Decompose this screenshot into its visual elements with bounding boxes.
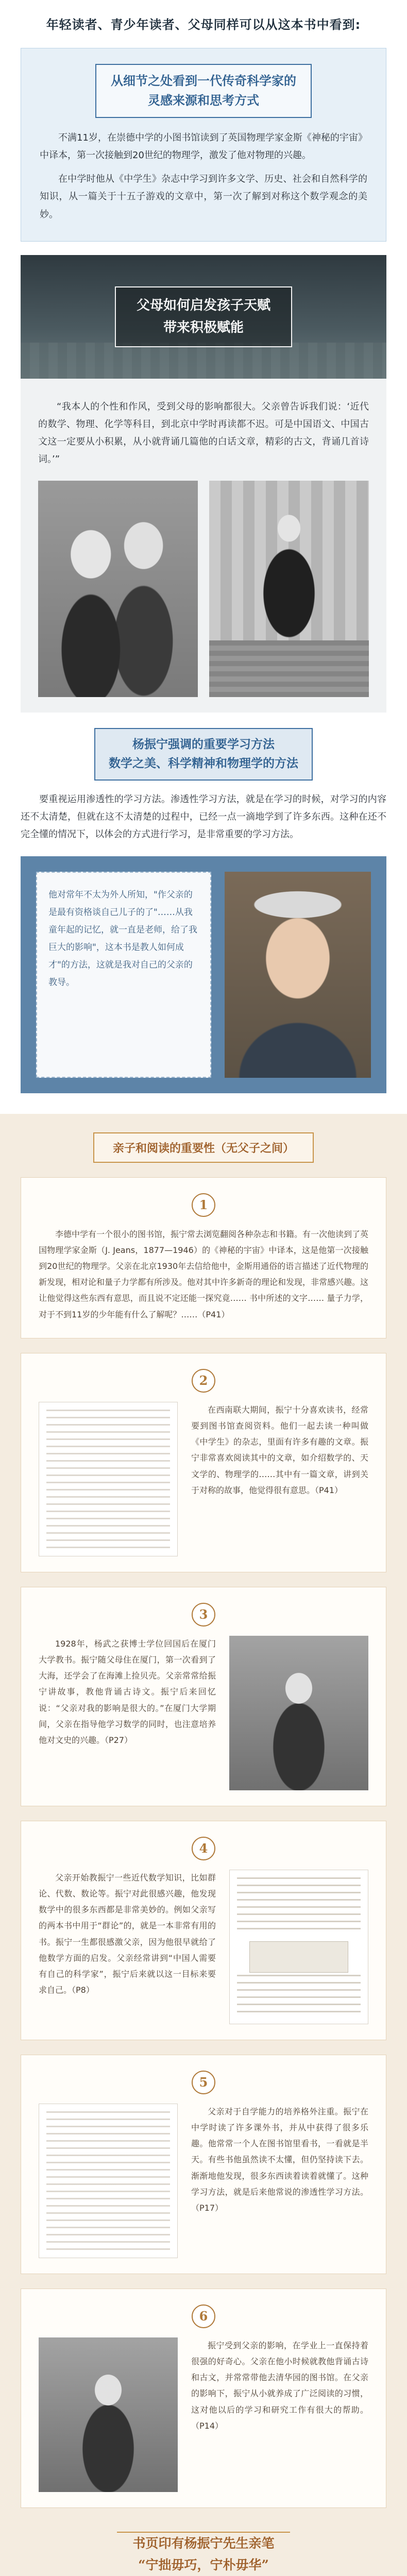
reading-card-2-text: 在西南联大期间，振宁十分喜欢读书，经常要到图书馆查阅资料。他们一起去读一种叫做《中学生》的杂志，里面有许多有趣的文章。振宁非常喜欢阅读其中的文章，如介绍数学的、天文学的、物理学的……其中有一篇文章，讲到关于对称的故事，他觉得很有意思。（P41） <box>191 1404 368 1495</box>
reading-card-1-text: 李德中学有一个很小的图书馆，振宁常去浏览翻阅各种杂志和书籍。有一次他读到了英国物理学家金斯（J. Jeans，1877—1946）的《神秘的宇宙》中译本，这是他第一次接触到20世纪的物理学。父亲在北京1930年去信给他中，金斯用通俗的语言描述了近代物理的新发现，相对论和量子力学都有所涉及。他对其中许多新奇的理论和发现，非常感兴趣。这让他觉得这些东西有意思，而且说不定还能一探究竟…… 书中所述的文字…… 量子力学，对于不到11岁的少年能有什么了解呢？……（P41） <box>39 1229 369 1319</box>
reading-card-3-number: 3 <box>192 1603 215 1626</box>
family-photo-row <box>38 481 369 697</box>
family-photo-parents <box>38 481 198 697</box>
section-method-heading: 杨振宁强调的重要学习方法 数学之美、科学精神和物理学的方法 <box>94 728 313 781</box>
section-inspiration-p2: 在中学时他从《中学生》杂志中学习到许多文学、历史、社会和自然科学的知识，从一篇关于十五子游戏的文章中，第一次了解到对称这个数学观念的美妙。 <box>40 174 367 220</box>
section-reading-title: 亲子和阅读的重要性（无父子之间） <box>93 1132 314 1163</box>
section-inspiration-p1: 不满11岁，在崇德中学的小图书馆读到了英国物理学家金斯《神秘的宇宙》中译本，第一次接触到20世纪的物理学，激发了他对物理的兴趣。 <box>40 132 367 161</box>
section-inspiration-heading: 从细节之处看到一代传奇科学家的 灵感来源和思考方式 <box>95 64 312 118</box>
section-method <box>21 713 386 1093</box>
section-parents-quote: “我本人的个性和作风，受到父母的影响都很大。父亲曾告诉我们说：‘近代的数学、物理、化学等科目，到北京中学时再读都不迟。可是中国语文、中国古文这一定要从小积累，从小就背诵几篇他的白话文章，精彩的古文，背诵几首诗词。’” <box>38 401 369 465</box>
reading-card-2 <box>21 1353 386 1572</box>
intro <box>0 0 407 36</box>
reading-card-3-photo <box>229 1636 368 1790</box>
reading-card-5-text: 父亲对于自学能力的培养格外注重。振宁在中学时读了许多课外书，并从中获得了很多乐趣。他常常一个人在图书馆里看书，一看就是半天。有些书他虽然读不太懂，但仍坚持读下去。渐渐地他发现，很多东西读着读着就懂了。这种学习方法，就是后来他常说的渗透性学习方法。（P17） <box>191 2106 368 2213</box>
reading-card-1 <box>21 1177 386 1338</box>
reading-card-3-text: 1928年，杨武之获博士学位回国后在厦门大学教书。振宁随父母住在厦门，第一次看到了大海，还学会了在海滩上捡贝壳。父亲常常给振宁讲故事，教他背诵古诗文。振宁后来回忆说：“父亲对我的影响是很大的。”在厦门大学期间，父亲在指导他学习数学的同时，也注意培养他对文史的兴趣。（P27） <box>39 1638 216 1745</box>
section-parents-banner <box>21 255 386 379</box>
reading-card-3 <box>21 1587 386 1806</box>
reading-card-4 <box>21 1821 386 2040</box>
section-parents-heading: 父母如何启发孩子天赋 带来积极赋能 <box>115 286 292 347</box>
reading-card-6-text: 振宁受到父亲的影响，在学业上一直保持着很强的好奇心。父亲在他小时候就教他背诵古诗和古文，并常常带他去清华园的图书馆。在父亲的影响下，振宁从小就养成了广泛阅读的习惯，这对他以后的学习和研究工作有很大的帮助。（P14） <box>191 2340 368 2431</box>
reading-card-2-number: 2 <box>192 1369 215 1393</box>
section-method-p1: 要重视运用渗透性的学习方法。渗透性学习方法，就是在学习的时候，对学习的内容还不太清楚，但就在这不太清楚的过程中，已经一点一滴地学到了许多东西。这种在还不完全懂的情况下，以体会的方式进行学习，是非常重要的学习方法。 <box>21 794 386 840</box>
reading-card-1-number: 1 <box>192 1193 215 1217</box>
family-photo-child <box>209 481 369 697</box>
reading-card-6-number: 6 <box>192 2304 215 2328</box>
reading-card-5-number: 5 <box>192 2071 215 2094</box>
reading-card-5-page-illustration <box>39 2104 178 2258</box>
reading-card-4-page-illustration <box>229 1870 368 2024</box>
section-inspiration <box>21 48 386 242</box>
reading-card-4-text: 父亲开始教振宁一些近代数学知识，比如群论、代数、数论等。振宁对此很感兴趣，他发现数学中的很多东西都是非常美妙的。例如父亲写的两本书中用于“群论”的，就是一本非常有用的书。振宁一生都很感激父亲，因为他很早就给了他数学方面的启发。父亲经常讲到“中国人需要有自己的科学家”，振宁后来就以这一目标来要求自己。（P8） <box>39 1872 216 1995</box>
reading-card-4-number: 4 <box>192 1837 215 1860</box>
section-parents <box>21 379 386 713</box>
intro-title: 年轻读者、青少年读者、父母同样可以从这本书中看到: <box>46 18 361 32</box>
reading-card-5 <box>21 2055 386 2274</box>
bottom-area <box>0 1114 407 2576</box>
reading-card-6 <box>21 2289 386 2508</box>
yang-photo <box>225 872 371 1078</box>
yang-quote-card: 他对常年不太为外人所知，"作父亲的是最有资格谈自己儿子的了"……从我童年起的记忆，就一直是老师，给了我巨大的影响"，这本书是教人如何成才"的方法，这就是我对自己的父亲的教导。 <box>36 872 211 1078</box>
reading-card-2-page-illustration <box>39 1402 178 1556</box>
calligraphy-title: 书页印有杨振宁先生亲笔 “宁拙毋巧，宁朴毋华” <box>117 2532 290 2576</box>
yang-quote-box <box>21 856 386 1093</box>
reading-card-6-photo <box>39 2337 178 2492</box>
